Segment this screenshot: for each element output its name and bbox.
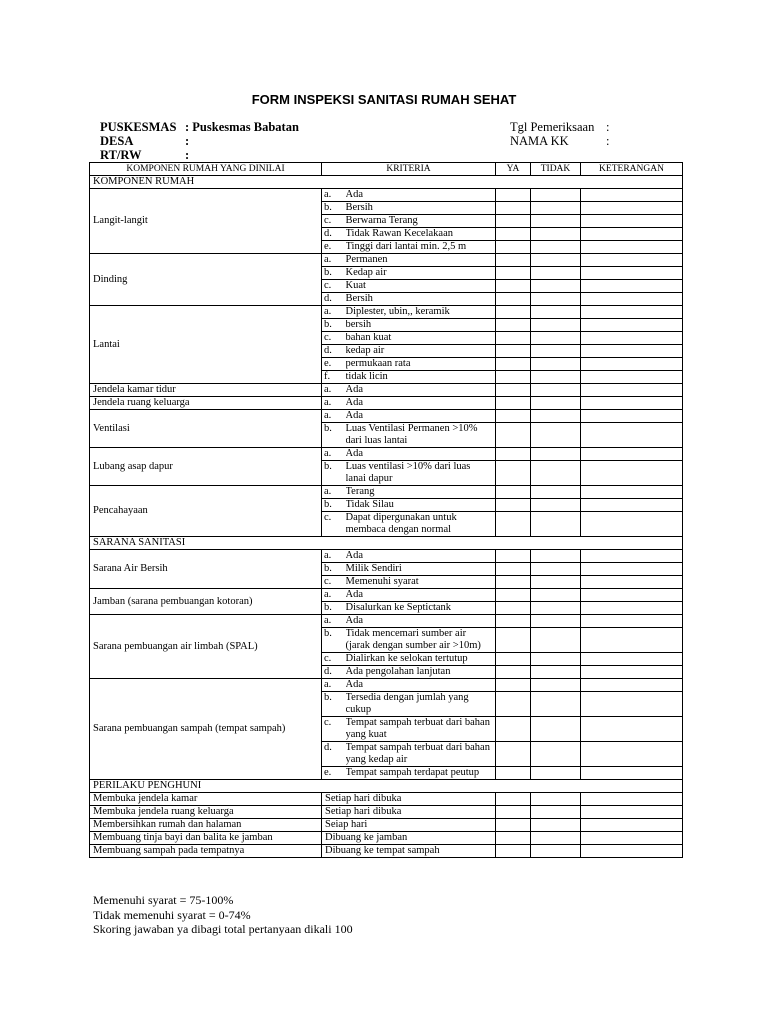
tidak-checkbox-cell[interactable] — [531, 189, 581, 202]
keterangan-cell[interactable] — [581, 293, 683, 306]
criteria-key: a. — [322, 448, 346, 461]
tidak-checkbox-cell[interactable] — [531, 461, 581, 486]
ya-checkbox-cell[interactable] — [496, 215, 531, 228]
tidak-checkbox-cell[interactable] — [531, 589, 581, 602]
behavior-name: Membuang tinja bayi dan balita ke jamban — [90, 832, 322, 845]
footer-line-3: Skoring jawaban ya dibagi total pertanyaan dikali 100 — [93, 922, 353, 936]
ya-checkbox-cell[interactable] — [496, 499, 531, 512]
behavior-criterion: Setiap hari dibuka — [322, 806, 496, 819]
criteria-key: a. — [322, 589, 346, 602]
behavior-row — [90, 806, 683, 819]
nama-kk-label: NAMA KK — [510, 134, 569, 148]
criteria-text: Ada — [346, 679, 496, 692]
ya-checkbox-cell[interactable] — [496, 819, 531, 832]
criteria-key: c. — [322, 653, 346, 666]
criteria-key: a. — [322, 550, 346, 563]
keterangan-cell[interactable] — [581, 742, 683, 767]
keterangan-cell[interactable] — [581, 332, 683, 345]
criteria-key: b. — [322, 267, 346, 280]
keterangan-cell[interactable] — [581, 563, 683, 576]
tgl-pemeriksaan-label: Tgl Pemeriksaan — [510, 120, 595, 134]
criteria-text: Ada — [346, 410, 496, 423]
ya-checkbox-cell[interactable] — [496, 602, 531, 615]
component-name: Sarana pembuangan sampah (tempat sampah) — [90, 679, 322, 780]
component-name: Sarana pembuangan air limbah (SPAL) — [90, 615, 322, 679]
ya-checkbox-cell[interactable] — [496, 293, 531, 306]
keterangan-cell[interactable] — [581, 241, 683, 254]
keterangan-cell[interactable] — [581, 228, 683, 241]
tidak-checkbox-cell[interactable] — [531, 228, 581, 241]
ya-checkbox-cell[interactable] — [496, 767, 531, 780]
criteria-text: Ada — [346, 589, 496, 602]
ya-checkbox-cell[interactable] — [496, 319, 531, 332]
criteria-key: c. — [322, 280, 346, 293]
criteria-text: Diplester, ubin,, keramik — [346, 306, 496, 319]
ya-checkbox-cell[interactable] — [496, 679, 531, 692]
component-name: Dinding — [90, 254, 322, 306]
criteria-key: a. — [322, 615, 346, 628]
ya-checkbox-cell[interactable] — [496, 512, 531, 537]
section-title: SARANA SANITASI — [90, 537, 683, 550]
section-title: PERILAKU PENGHUNI — [90, 780, 683, 793]
tidak-checkbox-cell[interactable] — [531, 319, 581, 332]
tidak-checkbox-cell[interactable] — [531, 679, 581, 692]
ya-checkbox-cell[interactable] — [496, 550, 531, 563]
criteria-text: Tersedia dengan jumlah yang cukup — [346, 692, 496, 717]
component-name: Lubang asap dapur — [90, 448, 322, 486]
ya-checkbox-cell[interactable] — [496, 423, 531, 448]
criteria-key: d. — [322, 666, 346, 679]
criteria-text: Tidak Silau — [346, 499, 496, 512]
ya-checkbox-cell[interactable] — [496, 486, 531, 499]
tidak-checkbox-cell[interactable] — [531, 666, 581, 679]
keterangan-cell[interactable] — [581, 550, 683, 563]
criteria-text: Ada — [346, 189, 496, 202]
keterangan-cell[interactable] — [581, 679, 683, 692]
keterangan-cell[interactable] — [581, 653, 683, 666]
col-komponen-header: KOMPONEN RUMAH YANG DINILAI — [90, 163, 322, 176]
criteria-key: b. — [322, 692, 346, 717]
criteria-key: c. — [322, 332, 346, 345]
criteria-text: Luas Ventilasi Permanen >10% dari luas lantai — [346, 423, 496, 448]
tidak-checkbox-cell[interactable] — [531, 423, 581, 448]
ya-checkbox-cell[interactable] — [496, 280, 531, 293]
criteria-key: b. — [322, 423, 346, 448]
tidak-checkbox-cell[interactable] — [531, 384, 581, 397]
keterangan-cell[interactable] — [581, 666, 683, 679]
tidak-checkbox-cell[interactable] — [531, 215, 581, 228]
ya-checkbox-cell[interactable] — [496, 410, 531, 423]
component-name: Lantai — [90, 306, 322, 384]
tidak-checkbox-cell[interactable] — [531, 819, 581, 832]
tidak-checkbox-cell[interactable] — [531, 793, 581, 806]
tidak-checkbox-cell[interactable] — [531, 293, 581, 306]
keterangan-cell[interactable] — [581, 215, 683, 228]
form-title: FORM INSPEKSI SANITASI RUMAH SEHAT — [251, 92, 517, 107]
criteria-key: a. — [322, 486, 346, 499]
criteria-text: Bersih — [346, 293, 496, 306]
ya-checkbox-cell[interactable] — [496, 228, 531, 241]
col-keterangan-header: KETERANGAN — [581, 163, 683, 176]
tidak-checkbox-cell[interactable] — [531, 358, 581, 371]
behavior-name: Membuka jendela kamar — [90, 793, 322, 806]
puskesmas-value[interactable]: : Puskesmas Babatan — [185, 120, 299, 134]
keterangan-cell[interactable] — [581, 448, 683, 461]
col-tidak-header: TIDAK — [531, 163, 581, 176]
criteria-row — [90, 615, 683, 628]
ya-checkbox-cell[interactable] — [496, 628, 531, 653]
criteria-key: b. — [322, 602, 346, 615]
nama-kk-value[interactable]: : — [606, 134, 610, 148]
tidak-checkbox-cell[interactable] — [531, 602, 581, 615]
keterangan-cell[interactable] — [581, 486, 683, 499]
footer-line-2: Tidak memenuhi syarat = 0-74% — [93, 908, 251, 922]
ya-checkbox-cell[interactable] — [496, 332, 531, 345]
criteria-text: kedap air — [346, 345, 496, 358]
section-title: KOMPONEN RUMAH — [90, 176, 683, 189]
tidak-checkbox-cell[interactable] — [531, 845, 581, 858]
ya-checkbox-cell[interactable] — [496, 448, 531, 461]
tidak-checkbox-cell[interactable] — [531, 512, 581, 537]
tidak-checkbox-cell[interactable] — [531, 448, 581, 461]
criteria-row — [90, 679, 683, 692]
criteria-text: Ada — [346, 384, 496, 397]
criteria-key: b. — [322, 563, 346, 576]
criteria-key: e. — [322, 241, 346, 254]
criteria-row — [90, 550, 683, 563]
keterangan-cell[interactable] — [581, 692, 683, 717]
section-title-row — [90, 176, 683, 189]
tidak-checkbox-cell[interactable] — [531, 371, 581, 384]
criteria-key: a. — [322, 254, 346, 267]
ya-checkbox-cell[interactable] — [496, 576, 531, 589]
behavior-name: Membuka jendela ruang keluarga — [90, 806, 322, 819]
keterangan-cell[interactable] — [581, 602, 683, 615]
section-title-row — [90, 780, 683, 793]
ya-checkbox-cell[interactable] — [496, 345, 531, 358]
keterangan-cell[interactable] — [581, 845, 683, 858]
criteria-key: b. — [322, 499, 346, 512]
footer-line-1: Memenuhi syarat = 75-100% — [93, 893, 234, 907]
criteria-text: tidak licin — [346, 371, 496, 384]
ya-checkbox-cell[interactable] — [496, 742, 531, 767]
col-kriteria-header: KRITERIA — [322, 163, 496, 176]
criteria-key: b. — [322, 202, 346, 215]
keterangan-cell[interactable] — [581, 806, 683, 819]
criteria-key: b. — [322, 628, 346, 653]
desa-value[interactable]: : — [185, 134, 190, 148]
inspection-table — [89, 162, 683, 858]
criteria-text: permukaan rata — [346, 358, 496, 371]
behavior-row — [90, 832, 683, 845]
criteria-text: Ada — [346, 448, 496, 461]
criteria-text: Dialirkan ke selokan tertutup — [346, 653, 496, 666]
component-name: Pencahayaan — [90, 486, 322, 537]
criteria-key: d. — [322, 228, 346, 241]
keterangan-cell[interactable] — [581, 280, 683, 293]
keterangan-cell[interactable] — [581, 319, 683, 332]
ya-checkbox-cell[interactable] — [496, 202, 531, 215]
ya-checkbox-cell[interactable] — [496, 461, 531, 486]
ya-checkbox-cell[interactable] — [496, 397, 531, 410]
table-header-row — [90, 163, 683, 176]
ya-checkbox-cell[interactable] — [496, 832, 531, 845]
keterangan-cell[interactable] — [581, 589, 683, 602]
ya-checkbox-cell[interactable] — [496, 717, 531, 742]
criteria-text: Tempat sampah terdapat peutup — [346, 767, 496, 780]
behavior-row — [90, 793, 683, 806]
keterangan-cell[interactable] — [581, 267, 683, 280]
tidak-checkbox-cell[interactable] — [531, 653, 581, 666]
criteria-text: Tempat sampah terbuat dari bahan yang kedap air — [346, 742, 496, 767]
criteria-text: Kuat — [346, 280, 496, 293]
behavior-row — [90, 819, 683, 832]
ya-checkbox-cell[interactable] — [496, 666, 531, 679]
criteria-key: b. — [322, 461, 346, 486]
section-title-row — [90, 537, 683, 550]
behavior-row — [90, 845, 683, 858]
component-name: Langit-langit — [90, 189, 322, 254]
keterangan-cell[interactable] — [581, 576, 683, 589]
component-name: Ventilasi — [90, 410, 322, 448]
behavior-criterion: Dibuang ke tempat sampah — [322, 845, 496, 858]
criteria-text: Berwarna Terang — [346, 215, 496, 228]
criteria-text: Permanen — [346, 254, 496, 267]
rtrw-label: RT/RW — [100, 148, 142, 162]
tidak-checkbox-cell[interactable] — [531, 202, 581, 215]
keterangan-cell[interactable] — [581, 397, 683, 410]
col-ya-header: YA — [496, 163, 531, 176]
behavior-criterion: Dibuang ke jamban — [322, 832, 496, 845]
tidak-checkbox-cell[interactable] — [531, 806, 581, 819]
ya-checkbox-cell[interactable] — [496, 189, 531, 202]
keterangan-cell[interactable] — [581, 461, 683, 486]
tidak-checkbox-cell[interactable] — [531, 267, 581, 280]
criteria-key: d. — [322, 742, 346, 767]
keterangan-cell[interactable] — [581, 717, 683, 742]
keterangan-cell[interactable] — [581, 384, 683, 397]
criteria-row — [90, 448, 683, 461]
criteria-key: f. — [322, 371, 346, 384]
criteria-row — [90, 486, 683, 499]
component-name: Jamban (sarana pembuangan kotoran) — [90, 589, 322, 615]
criteria-text: Kedap air — [346, 267, 496, 280]
criteria-key: c. — [322, 215, 346, 228]
criteria-key: a. — [322, 189, 346, 202]
behavior-name: Membersihkan rumah dan halaman — [90, 819, 322, 832]
criteria-text: Tinggi dari lantai min. 2,5 m — [346, 241, 496, 254]
criteria-text: Tidak Rawan Kecelakaan — [346, 228, 496, 241]
keterangan-cell[interactable] — [581, 819, 683, 832]
ya-checkbox-cell[interactable] — [496, 845, 531, 858]
criteria-row — [90, 397, 683, 410]
tidak-checkbox-cell[interactable] — [531, 628, 581, 653]
keterangan-cell[interactable] — [581, 189, 683, 202]
tidak-checkbox-cell[interactable] — [531, 563, 581, 576]
tidak-checkbox-cell[interactable] — [531, 499, 581, 512]
ya-checkbox-cell[interactable] — [496, 692, 531, 717]
criteria-text: Disalurkan ke Septictank — [346, 602, 496, 615]
behavior-name: Membuang sampah pada tempatnya — [90, 845, 322, 858]
criteria-text: Tempat sampah terbuat dari bahan yang kuat — [346, 717, 496, 742]
criteria-text: Ada — [346, 615, 496, 628]
keterangan-cell[interactable] — [581, 793, 683, 806]
ya-checkbox-cell[interactable] — [496, 615, 531, 628]
criteria-text: bahan kuat — [346, 332, 496, 345]
keterangan-cell[interactable] — [581, 512, 683, 537]
criteria-row — [90, 254, 683, 267]
criteria-text: bersih — [346, 319, 496, 332]
keterangan-cell[interactable] — [581, 767, 683, 780]
tidak-checkbox-cell[interactable] — [531, 742, 581, 767]
criteria-key: a. — [322, 306, 346, 319]
criteria-text: Milik Sendiri — [346, 563, 496, 576]
tidak-checkbox-cell[interactable] — [531, 615, 581, 628]
keterangan-cell[interactable] — [581, 410, 683, 423]
behavior-criterion: Seiap hari — [322, 819, 496, 832]
criteria-row — [90, 189, 683, 202]
ya-checkbox-cell[interactable] — [496, 306, 531, 319]
ya-checkbox-cell[interactable] — [496, 358, 531, 371]
tidak-checkbox-cell[interactable] — [531, 550, 581, 563]
puskesmas-label: PUSKESMAS — [100, 120, 177, 134]
criteria-key: c. — [322, 576, 346, 589]
tidak-checkbox-cell[interactable] — [531, 306, 581, 319]
criteria-text: Ada — [346, 397, 496, 410]
criteria-text: Luas ventilasi >10% dari luas lanai dapur — [346, 461, 496, 486]
keterangan-cell[interactable] — [581, 358, 683, 371]
criteria-key: d. — [322, 293, 346, 306]
rtrw-value[interactable]: : — [185, 148, 190, 162]
tidak-checkbox-cell[interactable] — [531, 345, 581, 358]
ya-checkbox-cell[interactable] — [496, 384, 531, 397]
criteria-row — [90, 589, 683, 602]
ya-checkbox-cell[interactable] — [496, 589, 531, 602]
keterangan-cell[interactable] — [581, 615, 683, 628]
criteria-text: Tidak mencemari sumber air (jarak dengan sumber air >10m) — [346, 628, 496, 653]
keterangan-cell[interactable] — [581, 628, 683, 653]
ya-checkbox-cell[interactable] — [496, 371, 531, 384]
criteria-text: Ada pengolahan lanjutan — [346, 666, 496, 679]
ya-checkbox-cell[interactable] — [496, 793, 531, 806]
tidak-checkbox-cell[interactable] — [531, 692, 581, 717]
criteria-key: e. — [322, 767, 346, 780]
tidak-checkbox-cell[interactable] — [531, 832, 581, 845]
keterangan-cell[interactable] — [581, 306, 683, 319]
criteria-key: a. — [322, 384, 346, 397]
keterangan-cell[interactable] — [581, 202, 683, 215]
ya-checkbox-cell[interactable] — [496, 254, 531, 267]
tidak-checkbox-cell[interactable] — [531, 486, 581, 499]
tidak-checkbox-cell[interactable] — [531, 332, 581, 345]
desa-label: DESA — [100, 134, 134, 148]
keterangan-cell[interactable] — [581, 832, 683, 845]
keterangan-cell[interactable] — [581, 423, 683, 448]
component-name: Jendela ruang keluarga — [90, 397, 322, 410]
criteria-text: Dapat dipergunakan untuk membaca dengan normal — [346, 512, 496, 537]
criteria-text: Bersih — [346, 202, 496, 215]
tidak-checkbox-cell[interactable] — [531, 717, 581, 742]
keterangan-cell[interactable] — [581, 371, 683, 384]
keterangan-cell[interactable] — [581, 345, 683, 358]
criteria-key: a. — [322, 679, 346, 692]
tidak-checkbox-cell[interactable] — [531, 397, 581, 410]
ya-checkbox-cell[interactable] — [496, 241, 531, 254]
criteria-key: c. — [322, 512, 346, 537]
criteria-text: Terang — [346, 486, 496, 499]
ya-checkbox-cell[interactable] — [496, 806, 531, 819]
criteria-row — [90, 410, 683, 423]
tidak-checkbox-cell[interactable] — [531, 576, 581, 589]
component-name: Sarana Air Bersih — [90, 550, 322, 589]
keterangan-cell[interactable] — [581, 254, 683, 267]
ya-checkbox-cell[interactable] — [496, 267, 531, 280]
ya-checkbox-cell[interactable] — [496, 563, 531, 576]
criteria-text: Ada — [346, 550, 496, 563]
tidak-checkbox-cell[interactable] — [531, 254, 581, 267]
tgl-pemeriksaan-value[interactable]: : — [606, 120, 610, 134]
criteria-key: d. — [322, 345, 346, 358]
criteria-key: c. — [322, 717, 346, 742]
criteria-text: Memenuhi syarat — [346, 576, 496, 589]
criteria-key: b. — [322, 319, 346, 332]
tidak-checkbox-cell[interactable] — [531, 280, 581, 293]
tidak-checkbox-cell[interactable] — [531, 241, 581, 254]
component-name: Jendela kamar tidur — [90, 384, 322, 397]
tidak-checkbox-cell[interactable] — [531, 767, 581, 780]
criteria-row — [90, 306, 683, 319]
ya-checkbox-cell[interactable] — [496, 653, 531, 666]
criteria-row — [90, 384, 683, 397]
keterangan-cell[interactable] — [581, 499, 683, 512]
behavior-criterion: Setiap hari dibuka — [322, 793, 496, 806]
tidak-checkbox-cell[interactable] — [531, 410, 581, 423]
criteria-key: a. — [322, 410, 346, 423]
criteria-key: a. — [322, 397, 346, 410]
criteria-key: e. — [322, 358, 346, 371]
